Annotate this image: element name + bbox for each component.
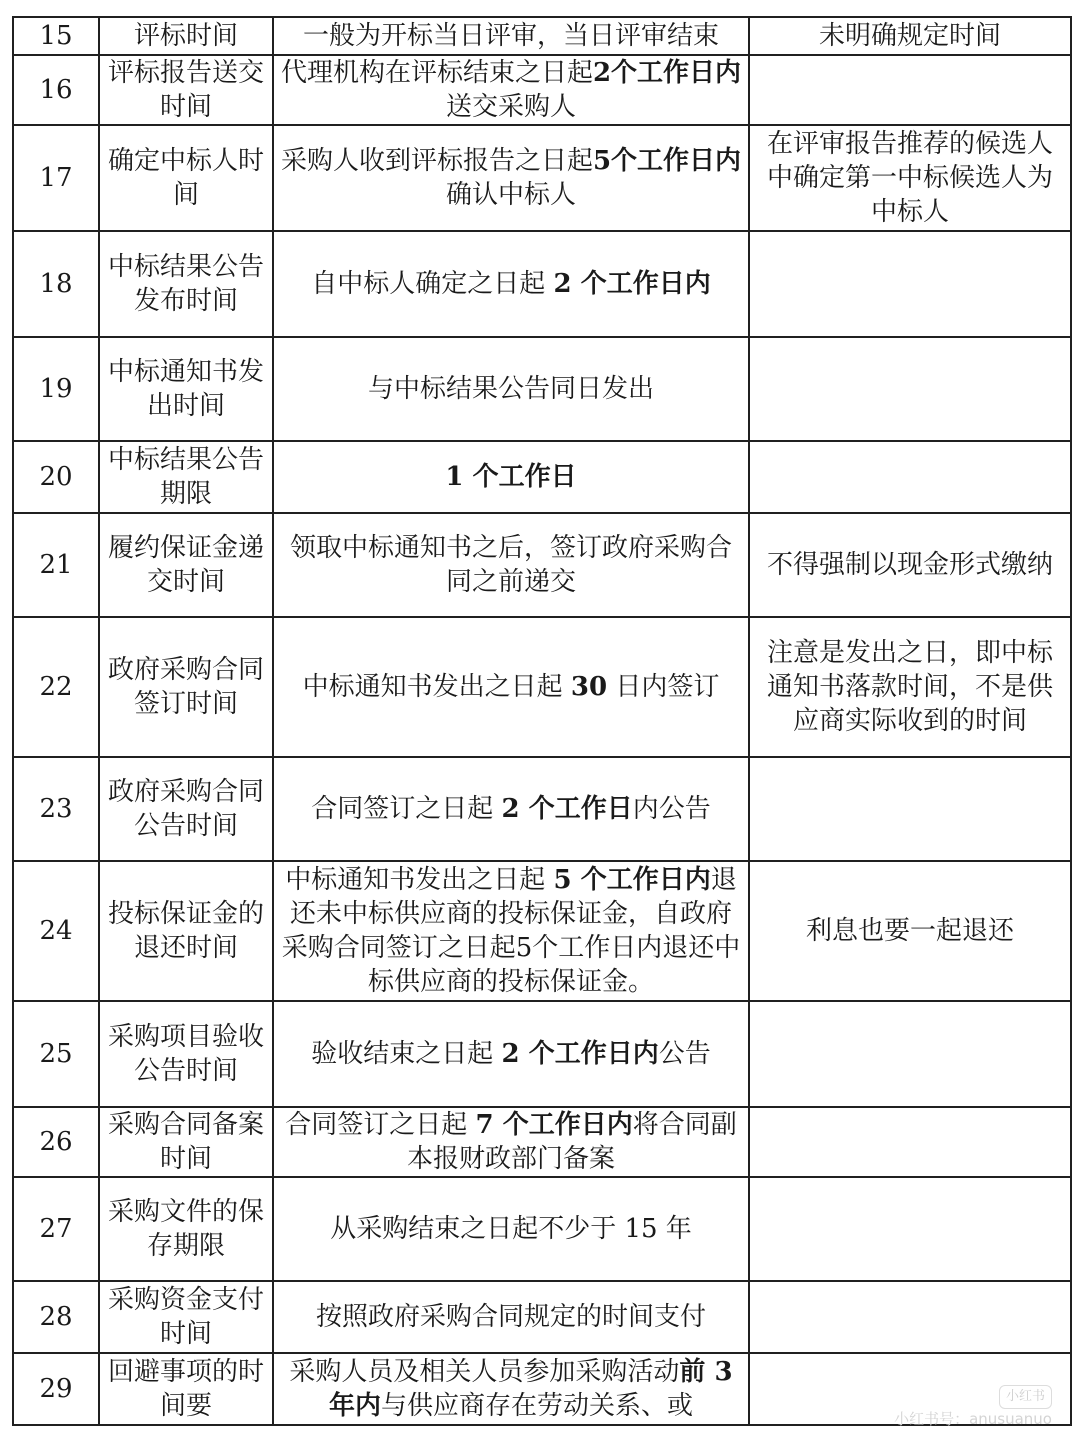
- time-requirement: 采购人收到评标报告之日起5个工作日内确认中标人: [273, 125, 749, 231]
- procurement-time-table: [12, 16, 1072, 1426]
- table-row: [13, 1281, 1071, 1353]
- bold-deadline: 30: [570, 672, 608, 702]
- remark: [749, 1177, 1071, 1281]
- watermark-user: 小红书号：anusuanuo: [894, 1410, 1052, 1428]
- row-number: 28: [13, 1281, 99, 1353]
- time-requirement: [273, 441, 749, 513]
- bold-deadline: 2个工作日内: [592, 58, 742, 88]
- bold-deadline: 5 个工作日内: [553, 865, 711, 895]
- table-row: [13, 125, 1071, 231]
- row-number: 29: [13, 1353, 99, 1425]
- bold-deadline: 前 3 年内: [328, 1357, 733, 1421]
- item-name: 采购文件的保存期限: [99, 1177, 273, 1281]
- row-number: 22: [13, 617, 99, 757]
- table-row: [13, 1107, 1071, 1177]
- row-number: 21: [13, 513, 99, 617]
- table-row: [13, 617, 1071, 757]
- remark: [749, 441, 1071, 513]
- row-number: 18: [13, 231, 99, 337]
- remark: [749, 1001, 1071, 1107]
- row-number: 23: [13, 757, 99, 861]
- time-requirement: 一般为开标当日评审，当日评审结束: [273, 17, 749, 55]
- row-number: 26: [13, 1107, 99, 1177]
- item-name: 中标结果公告发布时间: [99, 231, 273, 337]
- table-row: [13, 17, 1071, 55]
- table-row: [13, 55, 1071, 125]
- table-row: [13, 1177, 1071, 1281]
- bold-deadline: 2 个工作日内: [501, 1039, 659, 1069]
- row-number: 17: [13, 125, 99, 231]
- table-row: [13, 231, 1071, 337]
- row-number: 25: [13, 1001, 99, 1107]
- time-requirement: 领取中标通知书之后，签订政府采购合同之前递交: [273, 513, 749, 617]
- item-name: 采购合同备案时间: [99, 1107, 273, 1177]
- time-requirement: 自中标人确定之日起 2 个工作日内: [273, 231, 749, 337]
- table-row: [13, 757, 1071, 861]
- remark: [749, 757, 1071, 861]
- item-name: 评标报告送交时间: [99, 55, 273, 125]
- table-row: [13, 861, 1071, 1001]
- table-row: [13, 1001, 1071, 1107]
- row-number: 20: [13, 441, 99, 513]
- remark: 在评审报告推荐的候选人中确定第一中标候选人为中标人: [749, 125, 1071, 231]
- remark: 注意是发出之日，即中标通知书落款时间，不是供应商实际收到的时间: [749, 617, 1071, 757]
- item-name: 回避事项的时间要: [99, 1353, 273, 1425]
- bold-deadline: 1 个工作日: [445, 462, 577, 492]
- time-requirement: 代理机构在评标结束之日起2个工作日内送交采购人: [273, 55, 749, 125]
- item-name: 政府采购合同签订时间: [99, 617, 273, 757]
- item-name: 中标通知书发出时间: [99, 337, 273, 441]
- item-name: 政府采购合同公告时间: [99, 757, 273, 861]
- time-requirement: 按照政府采购合同规定的时间支付: [273, 1281, 749, 1353]
- item-name: 评标时间: [99, 17, 273, 55]
- remark: [749, 1281, 1071, 1353]
- table-row: [13, 513, 1071, 617]
- remark: 不得强制以现金形式缴纳: [749, 513, 1071, 617]
- row-number: 15: [13, 17, 99, 55]
- remark: [749, 231, 1071, 337]
- bold-deadline: 5个工作日内: [592, 146, 742, 176]
- time-requirement: 与中标结果公告同日发出: [273, 337, 749, 441]
- time-requirement: 合同签订之日起 7 个工作日内将合同副本报财政部门备案: [273, 1107, 749, 1177]
- row-number: 27: [13, 1177, 99, 1281]
- time-requirement: 验收结束之日起 2 个工作日内公告: [273, 1001, 749, 1107]
- row-number: 24: [13, 861, 99, 1001]
- table-row: [13, 337, 1071, 441]
- item-name: 采购项目验收公告时间: [99, 1001, 273, 1107]
- watermark-logo: 小红书: [999, 1385, 1052, 1409]
- time-requirement: 从采购结束之日起不少于 15 年: [273, 1177, 749, 1281]
- row-number: 16: [13, 55, 99, 125]
- watermark: [894, 1385, 1052, 1429]
- row-number: 19: [13, 337, 99, 441]
- remark: [749, 55, 1071, 125]
- time-requirement: 合同签订之日起 2 个工作日内公告: [273, 757, 749, 861]
- bold-deadline: 2 个工作日内: [553, 269, 711, 299]
- item-name: 中标结果公告期限: [99, 441, 273, 513]
- remark: [749, 337, 1071, 441]
- bold-deadline: 7 个工作日内: [475, 1110, 633, 1140]
- bold-deadline: 2 个工作日: [501, 794, 633, 824]
- table-row: [13, 441, 1071, 513]
- time-requirement: 中标通知书发出之日起 30 日内签订: [273, 617, 749, 757]
- item-name: 投标保证金的退还时间: [99, 861, 273, 1001]
- remark: 利息也要一起退还: [749, 861, 1071, 1001]
- item-name: 采购资金支付时间: [99, 1281, 273, 1353]
- item-name: 确定中标人时间: [99, 125, 273, 231]
- time-requirement: 采购人员及相关人员参加采购活动前 3 年内与供应商存在劳动关系、或: [273, 1353, 749, 1425]
- remark: [749, 1107, 1071, 1177]
- item-name: 履约保证金递交时间: [99, 513, 273, 617]
- time-requirement: 中标通知书发出之日起 5 个工作日内退还未中标供应商的投标保证金，自政府采购合同签订之日起5个工作日内退还中标供应商的投标保证金。: [273, 861, 749, 1001]
- remark: 未明确规定时间: [749, 17, 1071, 55]
